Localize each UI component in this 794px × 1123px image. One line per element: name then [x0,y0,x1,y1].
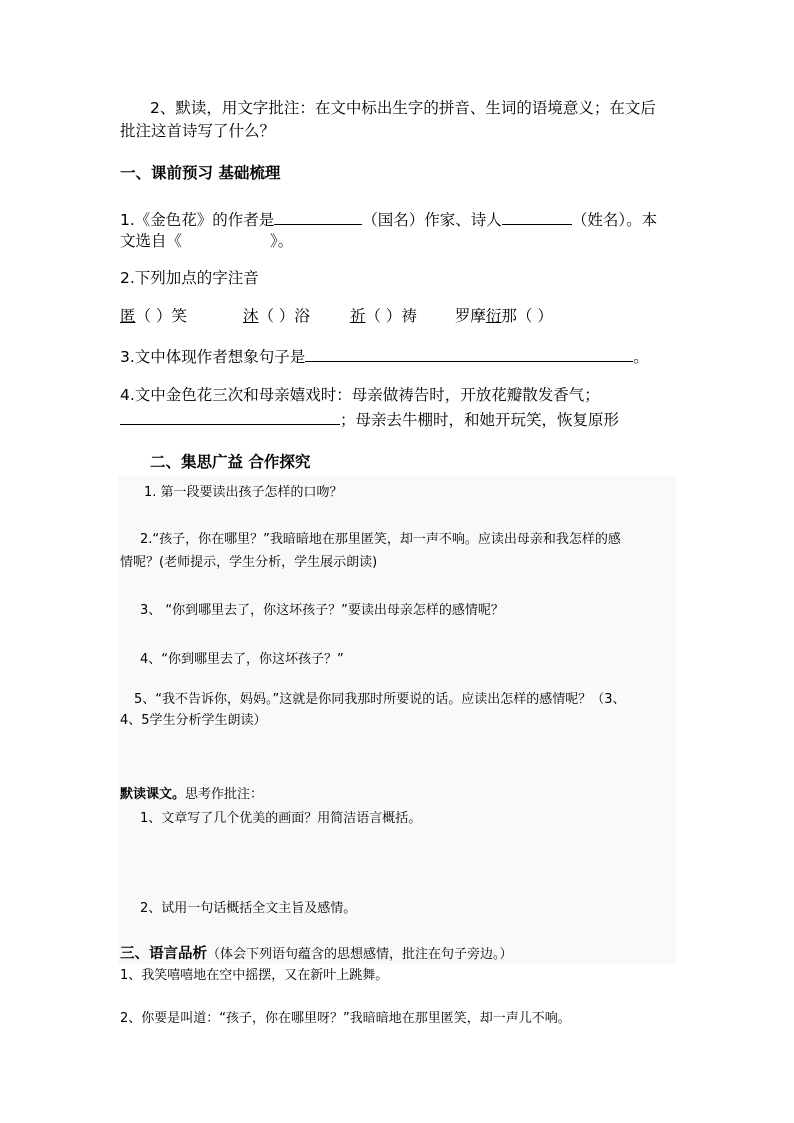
section2-heading: 二、集思广益 合作探究 [150,453,311,471]
inquiry-item-2-line-2: 情呢？(老师提示，学生分析，学生展示朗读) [120,555,378,570]
intro-line-2: 批注这首诗写了什么？ [120,122,276,140]
inquiry-item-2-line-1: 2.“孩子，你在哪里？”我暗暗地在那里匿笑，却一声不响。应读出母亲和我怎样的感 [140,532,621,547]
silent-reading-title: 默读课文。 [120,787,186,802]
q1-part-e: 》。 [270,232,294,250]
question-1-line-1 [120,208,657,230]
silent-question-2: 2、试用一句话概括全文主旨及感情。 [140,901,357,916]
q4-part-b: ；母亲去牛棚时，和她开玩笑，恢复原形 [340,411,620,429]
question-4-line-1: 4.文中金色花三次和母亲嬉戏时：母亲做祷告时，开放花瓣散发香气； [120,386,600,404]
section3-title: 三、语言品析 [120,946,207,962]
inquiry-item-5-line-1: 5、“我不告诉你，妈妈。”这就是你同我那时所要说的话。应读出怎样的感情呢？（3、 [134,692,626,707]
intro-line-1: 2、默读，用文字批注：在文中标出生字的拼音、生词的语境意义；在文后 [150,99,656,117]
dotted-char-mu: 沐 [242,307,259,325]
q1-part-d: 文选自《 [120,232,183,250]
question-2: 2.下列加点的字注音 [120,269,259,287]
question-4-line-2 [120,408,619,430]
silent-reading-heading [120,785,263,805]
analysis-sentence-1: 1、我笑嘻嘻地在空中摇摆，又在新叶上跳舞。 [120,968,389,983]
inquiry-item-4: 4、“你到哪里去了，你这坏孩子？” [140,652,344,667]
q3-part-b: 。 [633,348,649,366]
pinyin-blank-2[interactable]: （ ）浴 [258,307,310,325]
inquiry-item-5-line-2: 4、5学生分析学生朗读） [120,713,267,728]
inquiry-item-3: 3、 “你到哪里去了，你这坏孩子？”要读出母亲怎样的感情呢？ [140,603,504,618]
word-luomo: 罗摩 [454,307,486,325]
section3-heading [120,944,513,965]
q1-part-b: （国名）作家、诗人 [362,211,502,229]
blank-author-name[interactable] [502,208,572,225]
inquiry-item-1: 1. 第一段要读出孩子怎样的口吻？ [144,485,343,500]
question-1-line-2 [120,231,293,251]
silent-question-1: 1、文章写了几个优美的画面？用简洁语言概括。 [140,811,422,826]
q1-part-c: （姓名）。本 [571,211,658,229]
analysis-sentence-2: 2、你要是叫道：“孩子，你在哪里呀？”我暗暗地在那里匿笑，却一声儿不响。 [120,1011,571,1026]
blank-second-play[interactable] [120,408,340,425]
q1-part-a: 1.《金色花》的作者是 [120,211,275,229]
q3-part-a: 3.文中体现作者想象句子是 [120,348,306,366]
pinyin-blank-1[interactable]: （ ）笑 [135,307,187,325]
blank-imagination-sentence[interactable] [305,345,633,362]
dotted-char-yan: 衍 [485,307,502,325]
section3-instruction: （体会下列语句蕴含的思想感情，批注在句子旁边。） [207,947,513,962]
silent-reading-instruction: 思考作批注： [185,787,264,802]
pinyin-blank-3[interactable]: （ ）祷 [365,307,417,325]
dotted-char-ni: 匿 [120,307,136,325]
pinyin-row [120,306,553,326]
question-3 [120,345,649,367]
blank-country[interactable] [274,208,362,225]
pinyin-blank-4[interactable]: 那（ ） [501,307,553,325]
section1-heading: 一、课前预习 基础梳理 [120,164,281,182]
dotted-char-qi: 祈 [349,307,366,325]
